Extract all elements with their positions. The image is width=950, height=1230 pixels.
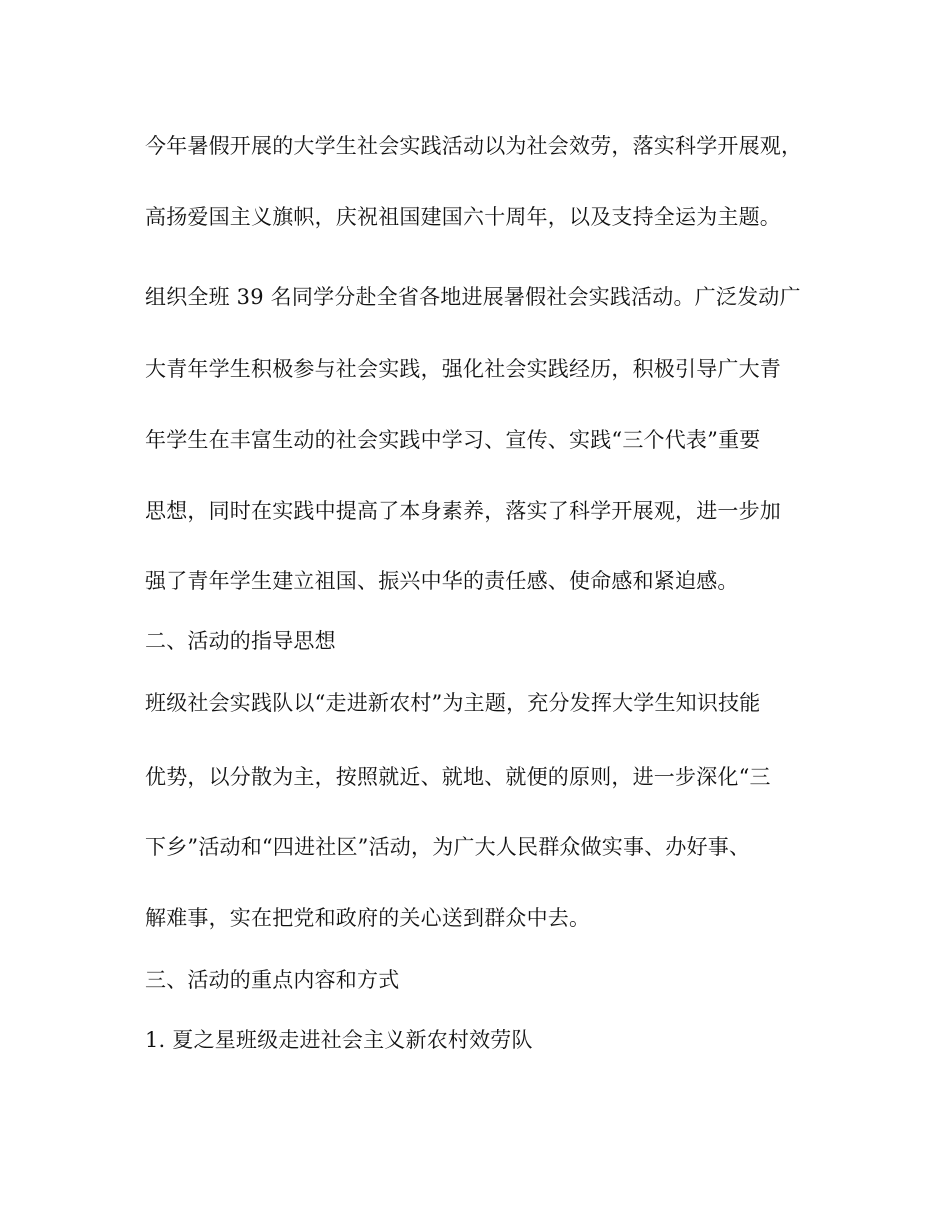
section-heading: 三、活动的重点内容和方式 [145,968,400,992]
subsection-heading: 1. 夏之星班级走进社会主义新农村效劳队 [145,1028,533,1052]
paragraph-line: 下乡”活动和“四进社区”活动，为广大人民群众做实事、办好事、 [145,835,751,859]
paragraph-line: 大青年学生积极参与社会实践，强化社会实践经历，积极引导广大青 [145,357,781,381]
paragraph-line: 强了青年学生建立祖国、振兴中华的责任感、使命感和紧迫感。 [145,569,739,593]
paragraph-line: 组织全班 39 名同学分赴全省各地进展暑假社会实践活动。广泛发动广 [145,285,801,309]
paragraph-line: 班级社会实践队以“走进新农村”为主题，充分发挥大学生知识技能 [145,691,761,715]
paragraph-line: 思想，同时在实践中提高了本身素养，落实了科学开展观，进一步加 [145,499,781,523]
section-heading: 二、活动的指导思想 [145,629,336,653]
paragraph-line: 优势，以分散为主，按照就近、就地、就便的原则，进一步深化“三 [145,765,771,789]
paragraph-line: 解难事，实在把党和政府的关心送到群众中去。 [145,906,591,930]
paragraph-line: 年学生在丰富生动的社会实践中学习、宣传、实践“三个代表”重要 [145,428,761,452]
paragraph-line: 高扬爱国主义旗帜，庆祝祖国建国六十周年，以及支持全运为主题。 [145,205,781,229]
paragraph-line: 今年暑假开展的大学生社会实践活动以为社会效劳，落实科学开展观， [145,134,803,158]
